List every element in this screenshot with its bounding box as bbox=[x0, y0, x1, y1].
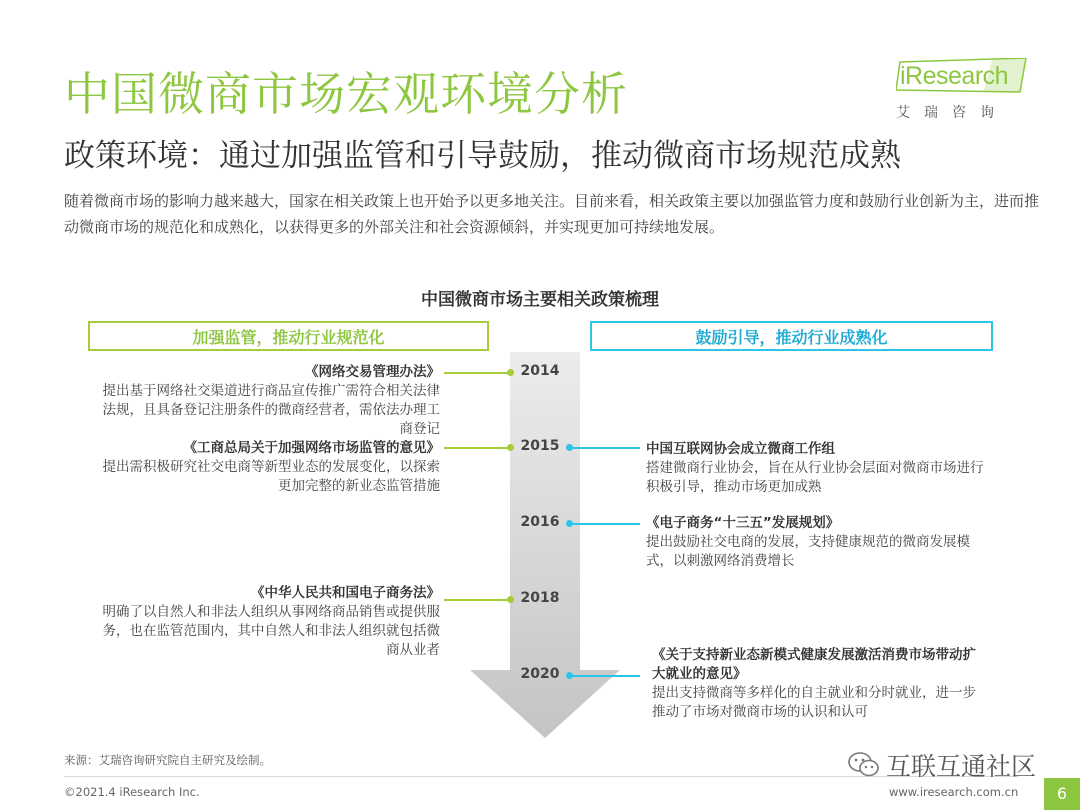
connector-dot bbox=[566, 672, 573, 679]
source-note: 来源：艾瑞咨询研究院自主研究及绘制。 bbox=[64, 753, 271, 767]
policy-desc: 提出支持微商等多样化的自主就业和分时就业，进一步推动了市场对微商市场的认识和认可 bbox=[652, 685, 976, 720]
policy-desc: 提出基于网络社交渠道进行商品宣传推广需符合相关法律法规，且具备登记注册条件的微商经营者，需依法办理工商登记 bbox=[102, 383, 440, 437]
policy-item-2015-left bbox=[100, 439, 440, 496]
right-column-header: 鼓励引导，推动行业成熟化 bbox=[590, 321, 993, 351]
logo-cn-text: 艾瑞咨询 bbox=[896, 105, 1008, 121]
intro-paragraph: 随着微商市场的影响力越来越大，国家在相关政策上也开始予以更多地关注。目前来看，相关政策主要以加强监管力度和鼓励行业创新为主，进而推动微商市场的规范化和成熟化，以获得更多的外部关注和社会资源倾斜，并实现更加可持续地发展。 bbox=[64, 192, 1040, 236]
connector-dot bbox=[566, 520, 573, 527]
policy-title: 《关于支持新业态新模式健康发展激活消费市场带动扩大就业的意见》 bbox=[652, 647, 976, 682]
policy-desc: 明确了以自然人和非法人组织从事网络商品销售或提供服务，也在监管范围内，其中自然人和非法人组织就包括微商从业者 bbox=[102, 604, 440, 658]
connector-dot bbox=[507, 369, 514, 376]
policy-item-2014 bbox=[100, 363, 440, 439]
chart-title: 中国微商市场主要相关政策梳理 bbox=[421, 290, 659, 310]
wechat-icon bbox=[848, 751, 880, 779]
policy-item-2018 bbox=[100, 584, 440, 660]
connector-line bbox=[444, 447, 510, 449]
year-label: 2016 bbox=[520, 514, 560, 530]
page-subtitle: 政策环境：通过加强监管和引导鼓励，推动微商市场规范成熟 bbox=[64, 138, 901, 174]
connector-line bbox=[444, 372, 510, 374]
year-label: 2020 bbox=[520, 666, 560, 682]
policy-desc: 提出鼓励社交电商的发展，支持健康规范的微商发展模式，以刺激网络消费增长 bbox=[646, 534, 970, 569]
watermark bbox=[848, 748, 1036, 782]
iresearch-logo bbox=[888, 58, 1038, 126]
policy-desc: 提出需积极研究社交电商等新型业态的发展变化，以探索更加完整的新业态监管措施 bbox=[102, 459, 440, 494]
connector-line bbox=[570, 675, 640, 677]
policy-title: 《中华人民共和国电子商务法》 bbox=[251, 585, 440, 601]
copyright-text: ©2021.4 iResearch Inc. bbox=[64, 785, 200, 799]
policy-title: 中国互联网协会成立微商工作组 bbox=[646, 441, 835, 457]
policy-title: 《网络交易管理办法》 bbox=[305, 364, 440, 380]
left-column-header: 加强监管，推动行业规范化 bbox=[88, 321, 489, 351]
policy-item-2016 bbox=[646, 514, 986, 571]
policy-item-2015-right bbox=[646, 440, 986, 497]
logo-brand-text: iResearch bbox=[900, 62, 1009, 90]
year-label: 2018 bbox=[520, 590, 560, 606]
connector-dot bbox=[566, 444, 573, 451]
website-text: www.iresearch.com.cn bbox=[889, 785, 1019, 799]
watermark-text: 互联互通社区 bbox=[886, 752, 1037, 781]
policy-title: 《工商总局关于加强网络市场监管的意见》 bbox=[183, 440, 440, 456]
connector-line bbox=[444, 599, 510, 601]
year-label: 2015 bbox=[520, 438, 560, 454]
page-title: 中国微商市场宏观环境分析 bbox=[64, 67, 628, 121]
page-number: 6 bbox=[1044, 778, 1080, 810]
policy-desc: 搭建微商行业协会，旨在从行业协会层面对微商市场进行积极引导，推动市场更加成熟 bbox=[646, 460, 984, 495]
connector-dot bbox=[507, 596, 514, 603]
year-label: 2014 bbox=[520, 363, 560, 379]
policy-item-2020 bbox=[652, 646, 982, 722]
policy-title: 《电子商务“十三五”发展规划》 bbox=[646, 515, 840, 531]
connector-dot bbox=[507, 444, 514, 451]
connector-line bbox=[570, 523, 640, 525]
connector-line bbox=[570, 447, 640, 449]
